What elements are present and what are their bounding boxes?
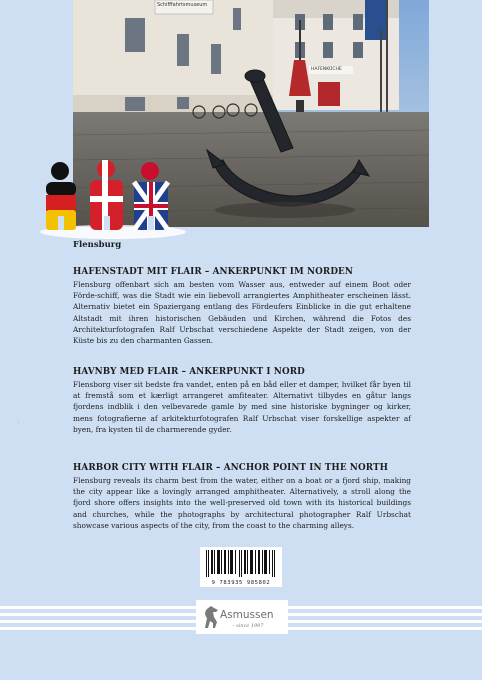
barcode-digits: 9 783935 985802	[211, 580, 271, 586]
museum-sign: Schifffahrtsmuseum	[157, 2, 208, 8]
horse-icon	[202, 604, 220, 630]
body-danish: Flensborg viser sit bedste fra vandet, enten på en båd eller et damper, hvilket får byen til at fremstå som et kærligt arrangeret amfiteater. Alternativt tilbydes en gåtur langs fjordens indblik i den velbevarede gamle by med sine historiske bygninger og kirker, mens fotografierne af arkitekturfotografen Ralf Urbschat viser forskellige aspekter af byen, fra kysten til de charmerende gyder.	[73, 380, 411, 434]
danish-flag-figure-icon	[90, 160, 123, 230]
heading-english: HARBOR CITY WITH FLAIR – ANCHOR POINT IN THE NORTH	[73, 463, 389, 473]
publisher-name: Asmussen	[220, 609, 274, 621]
heading-german: HAFENSTADT MIT FLAIR – ANKERPUNKT IM NORDEN	[73, 267, 353, 277]
body-german: Flensburg offenbart sich am besten vom Wasser aus, entweder auf einem Boot oder Förde-schiff, was die Stadt wie ein liebevoll arrangiertes Amphitheater erscheinen lässt. Alternativ bietet ein Spaziergang entlang des Fördeufers Einblicke in die gut erhaltene Altstadt mit ihren historischen Gebäuden und Kirchen, während die Fotos des Architekturfotografen Ralf Urbschat verschiedene Aspekte der Stadt zeigen, von der Küste bis zu den charmanten Gassen.	[73, 280, 411, 346]
isbn-barcode	[200, 547, 282, 587]
section-english	[73, 463, 411, 531]
german-flag-figure-icon	[46, 162, 76, 230]
heading-danish: HAVNBY MED FLAIR – ANKERPUNKT I NORD	[73, 367, 305, 377]
restaurant-sign: HAFENKÜCHE	[311, 67, 342, 72]
publisher-logo	[196, 600, 288, 634]
uk-flag-figure-icon	[134, 162, 168, 230]
flag-figures-icon	[38, 158, 188, 240]
side-mark: ,	[18, 418, 20, 424]
barcode-bars-icon	[200, 547, 282, 579]
section-german	[73, 267, 411, 346]
body-english: Flensburg reveals its charm best from the water, either on a boat or a fjord ship, making the city appear like a lovingly arranged amphitheater. Alternatively, a stroll along the fjord shore offers insights into the well-preserved old town with its historical buildings and churches, while the photographs by architectural photographer Ralf Urbschat showcase various aspects of the city, from the coast to the charming alleys.	[73, 476, 411, 530]
city-label: Flensburg	[73, 240, 122, 250]
section-danish	[73, 367, 411, 435]
publisher-since: – since 1997	[232, 623, 264, 629]
